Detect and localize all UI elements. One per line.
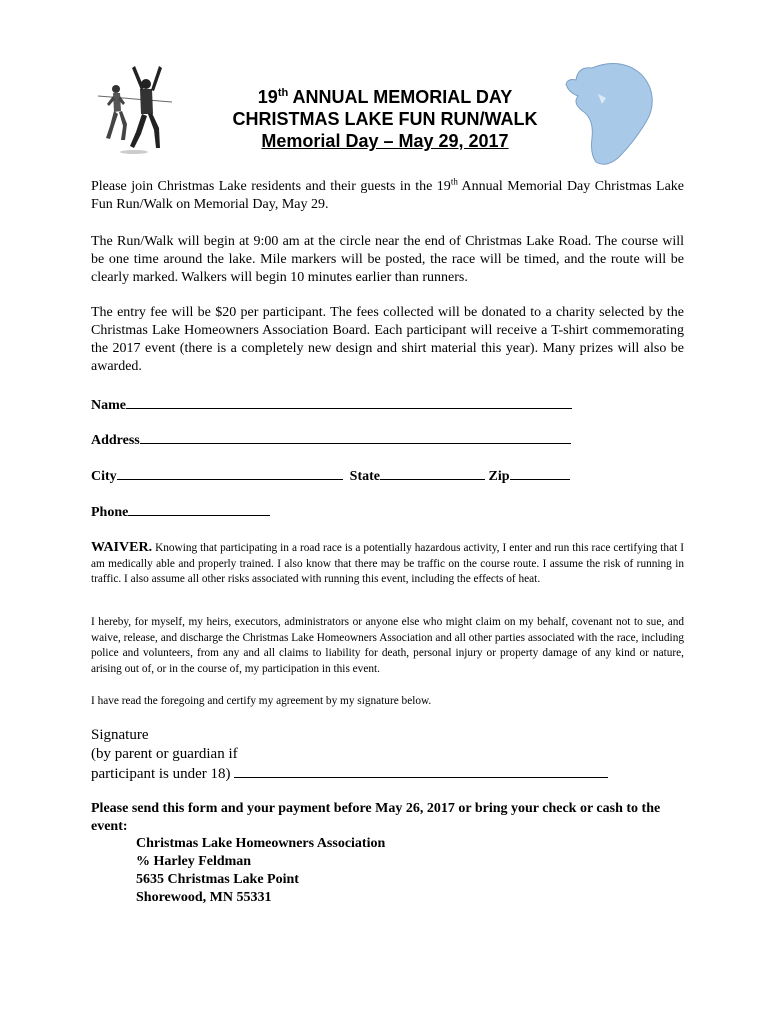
mailing-address [136,835,385,907]
waiver-heading: WAIVER. [91,540,153,555]
signature-block [91,726,608,784]
address-line: 5635 Christmas Lake Point [136,872,299,887]
signature-field[interactable] [234,764,608,778]
release-paragraph: I hereby, for myself, my heirs, executors, administrators or anyone else who might claim on my behalf, covenant not to sue, and waive, release, and discharge the Christmas Lake Homeowners Association and all other parties associated with the race, including police and volunteers, from any and all claims to liability for death, personal injury or property damage of any kind or nature, arising out of, or in the course of, my participation in this event. [91,616,684,675]
waiver-paragraph: WAIVER. Knowing that participating in a road race is a potentially hazardous activity, I enter and run this race certifying that I am medically able and properly trained. I also know that there may be traffic on the course route. I assume the risk of running in traffic. I also assume all other risks associated with running this event, including the effects of heat. [91,540,684,585]
name-row [91,395,572,415]
address-field[interactable] [140,430,571,444]
guardian-label: (by parent or guardian if [91,746,238,762]
event-title [190,86,580,152]
phone-row [91,502,270,522]
send-instructions: Please send this form and your payment before May 26, 2017 or bring your check or cash to the event: [91,801,661,834]
city-state-zip-row [91,466,570,486]
phone-field[interactable] [128,502,270,516]
address-line: Christmas Lake Homeowners Association [136,836,386,851]
title-date: Memorial Day – May 29, 2017 [261,131,509,151]
runners-image [96,56,172,158]
zip-label: Zip [488,469,510,484]
fee-paragraph: The entry fee will be $20 per participant. The fees collected will be donated to a charity selected by the Christmas Lake Homeowners Association Board. Each participant will receive a T-shirt commemorating the 2017 event (there is a completely new design and shirt material this year). Many prizes will also be awarded. [91,305,684,374]
address-line: % Harley Feldman [136,854,252,869]
signature-label: Signature [91,727,149,743]
name-field[interactable] [126,395,572,409]
certify-paragraph: I have read the foregoing and certify my agreement by my signature below. [91,695,432,707]
address-row [91,430,571,450]
address-line: Shorewood, MN 55331 [136,890,272,905]
state-field[interactable] [380,466,485,480]
address-label: Address [91,433,140,448]
state-label: State [349,469,380,484]
zip-field[interactable] [510,466,570,480]
title-line-1: 19th ANNUAL MEMORIAL DAY [257,87,513,107]
name-label: Name [91,398,126,413]
intro-paragraph: Please join Christmas Lake residents and their guests in the 19th Annual Memorial Day Christmas Lake Fun Run/Walk on Memorial Day, May 29. [91,176,684,212]
course-paragraph: The Run/Walk will begin at 9:00 am at the circle near the end of Christmas Lake Road. The course will be one time around the lake. Mile markers will be posted, the race will be timed, and the route will be clearly marked. Walkers will begin 10 minutes earlier than runners. [91,234,684,285]
minor-label: participant is under 18) [91,766,235,782]
city-field[interactable] [117,466,343,480]
phone-label: Phone [91,505,129,520]
title-line-2: CHRISTMAS LAKE FUN RUN/WALK [232,109,538,129]
city-label: City [91,469,117,484]
